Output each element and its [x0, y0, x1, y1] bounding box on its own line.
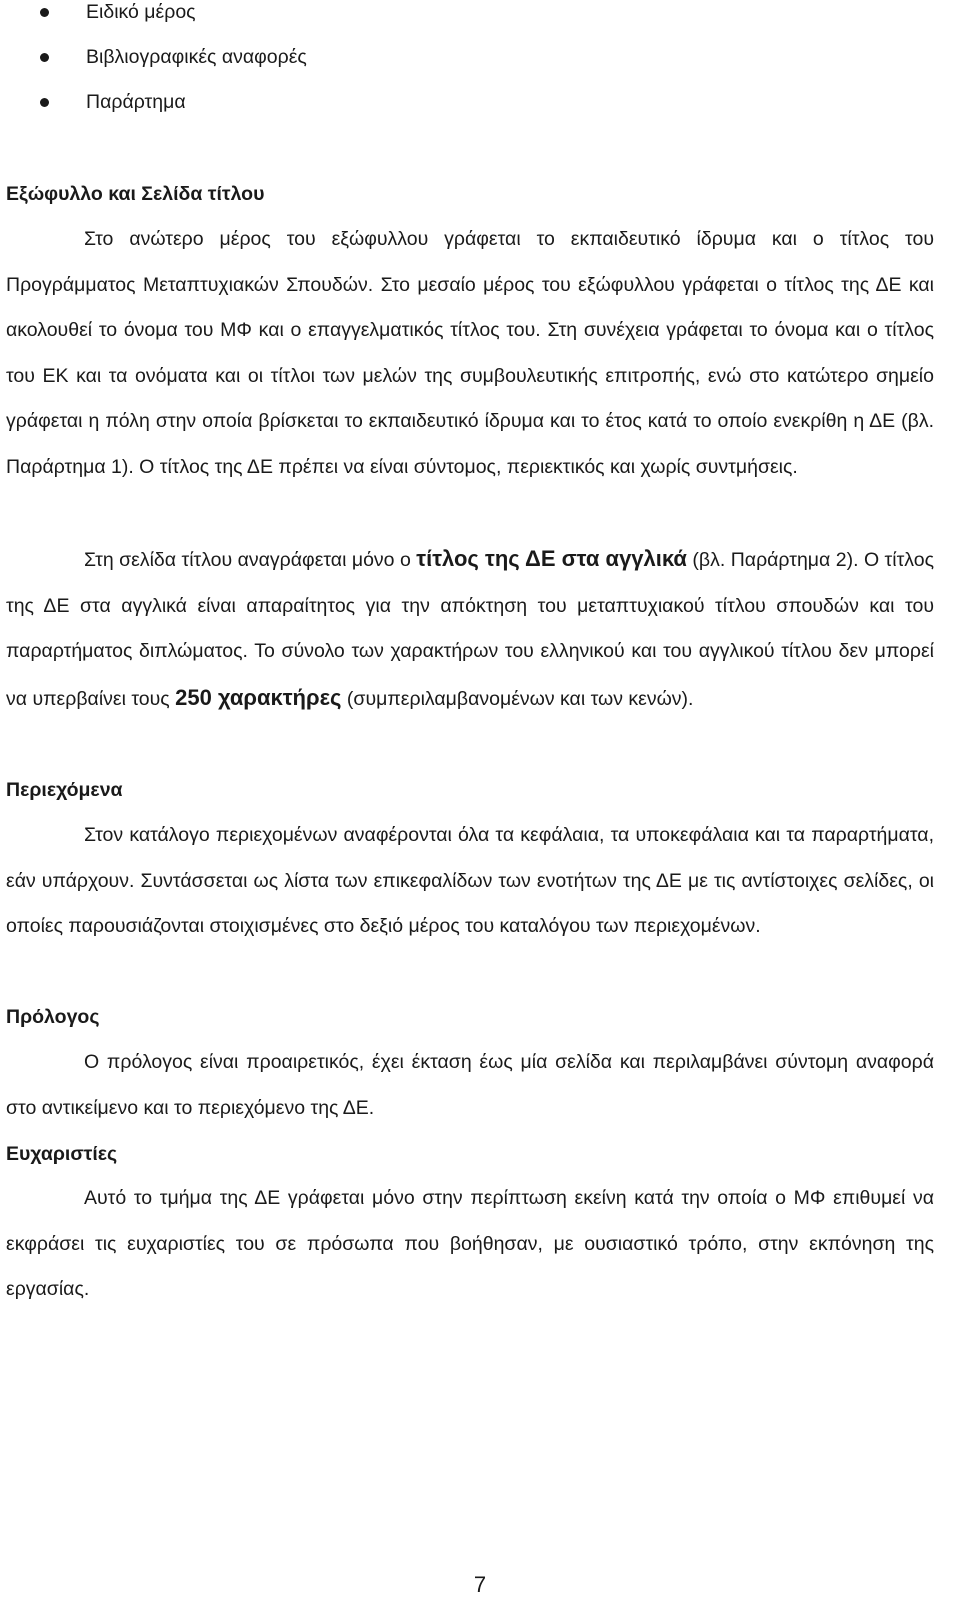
list-item-text: Παράρτημα — [86, 91, 186, 113]
emphasis-character-limit: 250 χαρακτήρες — [175, 684, 342, 710]
paragraph-title-page-text-a: Στη σελίδα τίτλου αναγράφεται μόνο ο — [84, 549, 417, 571]
heading-contents: Περιεχόμενα — [6, 779, 123, 801]
paragraph-contents-text: Στον κατάλογο περιεχομένων αναφέρονται όλα τα κεφάλαια, τα υποκεφάλαια και τα παραρτήματα, εάν υπάρχουν. Συντάσσεται ως λίστα των επικεφαλίδων των ενοτήτων της ΔΕ με τις αντίστοιχες σελίδες, οι οποίες παρουσιάζονται στοιχισμένες στο δεξιό μέρος του καταλόγου των περιεχομένων. — [6, 824, 934, 937]
paragraph-title-page-text-c: (συμπεριλαμβανομένων και των κενών). — [341, 687, 694, 710]
paragraph-contents — [6, 813, 934, 950]
paragraph-cover-text: Στο ανώτερο μέρος του εξώφυλλου γράφεται το εκπαιδευτικό ίδρυμα και ο τίτλος του Προγράμματος Μεταπτυχιακών Σπουδών. Στο μεσαίο μέρος του εξώφυλλου γράφεται ο τίτλος της ΔΕ και ακολουθεί το όνομα του ΜΦ και ο επαγγελματικός τίτλος του. Στη συνέχεια γράφεται το όνομα και ο τίτλος του ΕΚ και τα ονόματα και οι τίτλοι των μελών της συμβουλευτικής επιτροπής, ενώ στο κατώτερο σημείο γράφεται η πόλη στην οποία βρίσκεται το εκπαιδευτικό ίδρυμα και το έτος κατά το οποίο ενεκρίθη η ΔΕ (βλ. Παράρτημα 1). Ο τίτλος της ΔΕ πρέπει να είναι σύντομος, περιεκτικός και χωρίς συντμήσεις. — [6, 228, 934, 478]
paragraph-title-page-text-b: (βλ. Παράρτημα 2). Ο τίτλος της ΔΕ στα αγγλικά είναι απαραίτητος για την απόκτηση του μεταπτυχιακού τίτλου σπουδών και του παραρτήματος διπλώματος. Το σύνολο των χαρακτήρων του ελληνικού και του αγγλικού τίτλου δεν μπορεί να υπερβαίνει τους — [6, 549, 934, 710]
paragraph-cover — [6, 217, 934, 490]
bullet-icon — [40, 98, 49, 107]
emphasis-english-title: τίτλος της ΔΕ στα αγγλικά — [416, 546, 687, 571]
paragraph-prologue-text: Ο πρόλογος είναι προαιρετικός, έχει έκταση έως μία σελίδα και περιλαμβάνει σύντομη αναφορά στο αντικείμενο και το περιεχόμενο της ΔΕ. — [6, 1051, 934, 1119]
heading-cover-title-page: Εξώφυλλο και Σελίδα τίτλου — [6, 183, 265, 205]
paragraph-title-page — [6, 536, 934, 722]
bullet-icon — [40, 53, 49, 62]
paragraph-acknowledgements — [6, 1176, 934, 1313]
list-item-text: Ειδικό μέρος — [86, 1, 196, 23]
list-item-text: Βιβλιογραφικές αναφορές — [86, 46, 307, 68]
paragraph-acknowledgements-text: Αυτό το τμήμα της ΔΕ γράφεται μόνο στην περίπτωση εκείνη κατά την οποία ο ΜΦ επιθυμεί να εκφράσει τις ευχαριστίες του σε πρόσωπα που βοήθησαν, με ουσιαστικό τρόπο, στην εκπόνηση της εργασίας. — [6, 1187, 934, 1300]
heading-acknowledgements: Ευχαριστίες — [6, 1143, 118, 1165]
heading-prologue: Πρόλογος — [6, 1006, 100, 1028]
page-number: 7 — [473, 1572, 487, 1597]
bullet-icon — [40, 8, 49, 17]
paragraph-prologue — [6, 1040, 934, 1131]
